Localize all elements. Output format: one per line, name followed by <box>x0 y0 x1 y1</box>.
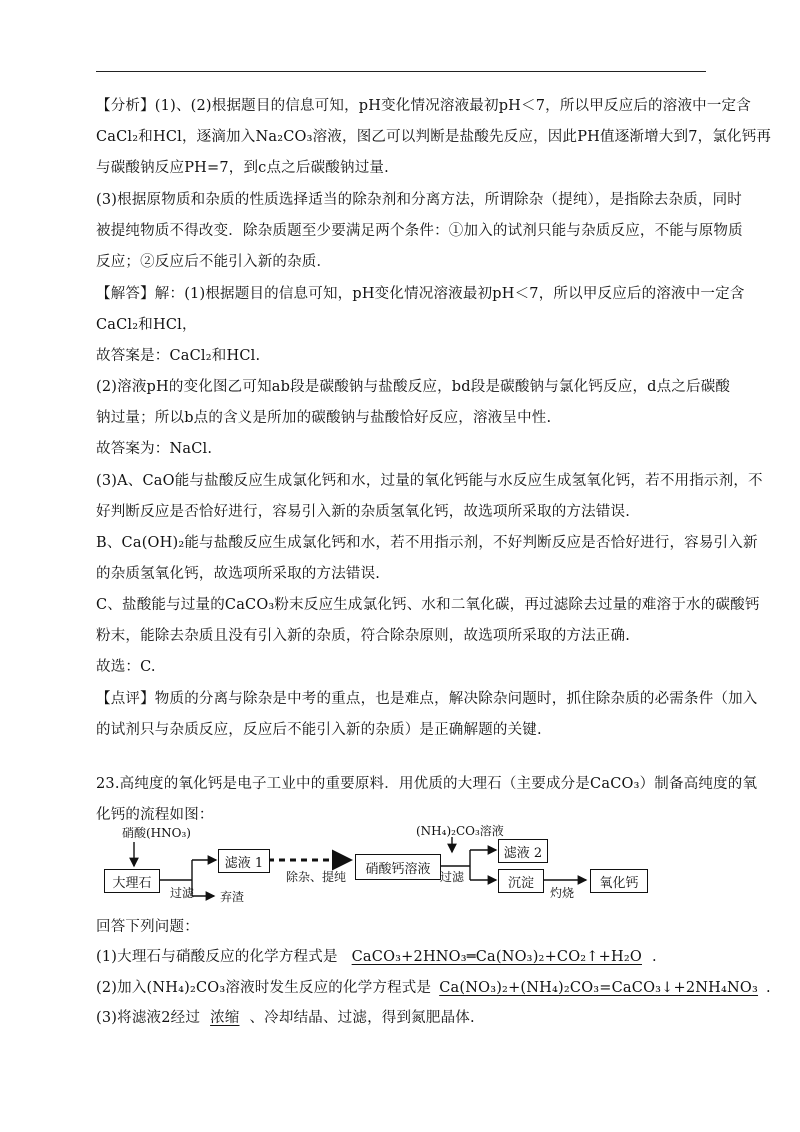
analysis-line-2: CaCl₂和HCl，逐滴加入Na₂CO₃溶液，图乙可以判断是盐酸先反应，因此PH值逐渐增大到7，氯化钙再 <box>96 129 772 145</box>
sub-question-2-end: . <box>766 980 771 996</box>
sub-question-3-stem: (3)将滤液2经过 <box>96 1010 201 1026</box>
answer-line-5: 钠过量；所以b点的含义是所加的碳酸钠与盐酸恰好反应，溶液呈中性. <box>96 410 552 426</box>
analysis-line-1: 【分析】(1)、(2)根据题目的信息可知，pH变化情况溶液最初pH＜7，所以甲反应后的溶液中一定含 <box>96 98 751 114</box>
answer-line-13: 故选：C. <box>96 659 156 675</box>
answer-line-3: 故答案是：CaCl₂和HCl. <box>96 348 261 364</box>
step-calcine: 灼烧 <box>550 886 575 900</box>
answer-line-1: 【解答】解：(1)根据题目的信息可知，pH变化情况溶液最初pH＜7，所以甲反应后的溶液中一定含 <box>96 286 745 302</box>
answer-line-12: 粉末，能除去杂质且没有引入新的杂质，符合除杂原则，故选项所采取的方法正确. <box>96 628 631 644</box>
box-filtrate-1: 滤液 1 <box>218 849 270 873</box>
reagent-ammonium-carbonate: (NH₄)₂CO₃溶液 <box>416 824 504 838</box>
answer-line-10: 的杂质氢氧化钙，故选项所采取的方法错误. <box>96 566 381 582</box>
analysis-line-4: (3)根据原物质和杂质的性质选择适当的除杂剂和分离方法，所谓除杂（提纯），是指除去杂质，同时 <box>96 192 742 208</box>
question-23-line-2: 化钙的流程如图： <box>96 807 214 823</box>
sub-question-1-stem: (1)大理石与硝酸反应的化学方程式是 <box>96 949 338 965</box>
box-calcium-oxide: 氧化钙 <box>590 869 648 893</box>
question-prompt: 回答下列问题： <box>96 919 199 935</box>
answer-line-4: (2)溶液pH的变化图乙可知ab段是碳酸钠与盐酸反应，bd段是碳酸钠与氯化钙反应，d点之后碳酸 <box>96 379 731 395</box>
step-filter-1: 过滤 <box>170 886 195 900</box>
answer-line-6: 故答案为：NaCl. <box>96 441 213 457</box>
analysis-line-6: 反应；②反应后不能引入新的杂质． <box>96 254 332 270</box>
sub-question-2-answer: Ca(NO₃)₂+(NH₄)₂CO₃=CaCO₃↓+2NH₄NO₃ <box>439 980 759 996</box>
answer-line-9: B、Ca(OH)₂能与盐酸反应生成氯化钙和水，若不用指示剂，不好判断反应是否恰好进行，容易引入新 <box>96 535 758 551</box>
waste-residue: 弃渣 <box>220 890 245 904</box>
analysis-line-5: 被提纯物质不得改变．除杂质题至少要满足两个条件：①加入的试剂只能与杂质反应，不能与原物质 <box>96 223 743 239</box>
reagent-nitric-acid: 硝酸(HNO₃) <box>122 826 191 840</box>
comment-line-2: 的试剂只与杂质反应，反应后不能引入新的杂质）是正确解题的关键. <box>96 722 542 738</box>
step-purify: 除杂、提纯 <box>286 870 347 884</box>
sub-question-1-end: . <box>651 949 657 965</box>
sub-question-3 <box>96 1008 475 1028</box>
process-flow-diagram <box>100 822 660 902</box>
sub-question-1-answer: CaCO₃+2HNO₃═Ca(NO₃)₂+CO₂↑+H₂O <box>351 949 642 965</box>
analysis-line-3: 与碳酸钠反应PH=7，到c点之后碳酸钠过量. <box>96 160 389 176</box>
answer-line-11: C、盐酸能与过量的CaCO₃粉末反应生成氯化钙、水和二氧化碳，再过滤除去过量的难溶于水的碳酸钙 <box>96 597 760 613</box>
box-filtrate-2: 滤液 2 <box>498 839 548 863</box>
sub-question-1 <box>96 947 657 967</box>
sub-question-3-rest: 、冷却结晶、过滤，得到氮肥晶体. <box>249 1010 475 1026</box>
box-precipitate: 沉淀 <box>498 869 544 893</box>
answer-line-8: 好判断反应是否恰好进行，容易引入新的杂质氢氧化钙，故选项所采取的方法错误. <box>96 504 631 520</box>
answer-line-7: (3)A、CaO能与盐酸反应生成氯化钙和水，过量的氧化钙能与水反应生成氢氧化钙，若不用指示剂，不 <box>96 473 763 489</box>
step-filter-2: 过滤 <box>440 870 465 884</box>
box-calcium-nitrate: 硝酸钙溶液 <box>355 854 441 880</box>
question-23-line-1: 23.高纯度的氧化钙是电子工业中的重要原料．用优质的大理石（主要成分是CaCO₃）制备高纯度的氧 <box>96 776 758 792</box>
header-rule <box>96 71 706 72</box>
comment-line-1: 【点评】物质的分离与除杂是中考的重点，也是难点，解决除杂问题时，抓住除杂质的必需条件（加入 <box>96 691 758 707</box>
answer-line-2: CaCl₂和HCl， <box>96 317 197 333</box>
box-marble: 大理石 <box>104 869 160 893</box>
sub-question-2 <box>96 978 771 998</box>
sub-question-3-answer: 浓缩 <box>210 1010 240 1026</box>
sub-question-2-stem: (2)加入(NH₄)₂CO₃溶液时发生反应的化学方程式是 <box>96 980 432 996</box>
